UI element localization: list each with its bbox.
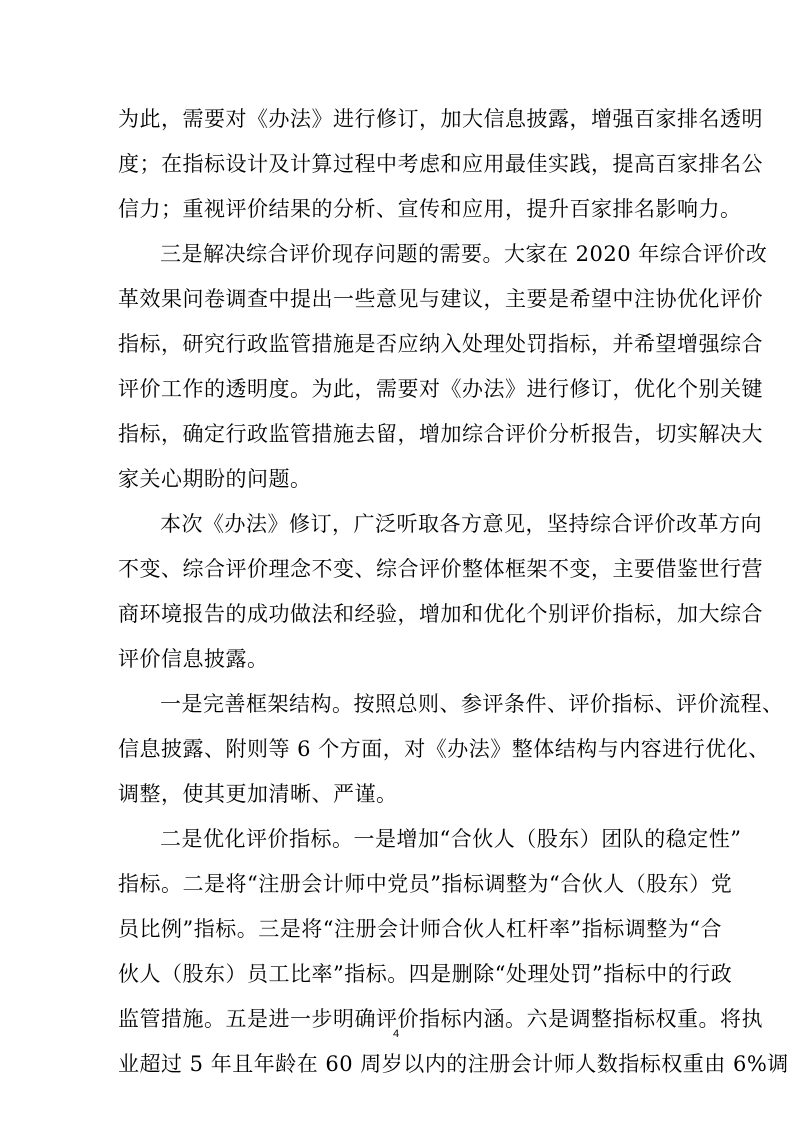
body-line-16: 调整，使其更加清晰、严谨。 <box>118 782 398 806</box>
body-line-22: 业超过 5 年且年龄在 60 周岁以内的注册会计师人数指标权重由 6%调 <box>118 1052 789 1076</box>
body-line-4: 三是解决综合评价现存问题的需要。大家在 2020 年综合评价改 <box>160 242 768 266</box>
body-line-6: 指标，研究行政监管措施是否应纳入处理处罚指标，并希望增强综合 <box>118 332 763 356</box>
body-line-7: 评价工作的透明度。为此，需要对《办法》进行修订，优化个别关键 <box>118 377 763 401</box>
body-line-12: 商环境报告的成功做法和经验，增加和优化个别评价指标，加大综合 <box>118 602 763 626</box>
body-line-2: 度；在指标设计及计算过程中考虑和应用最佳实践，提高百家排名公 <box>118 152 763 176</box>
body-line-20: 伙人（股东）员工比率”指标。四是删除“处理处罚”指标中的行政 <box>118 962 733 986</box>
body-line-9: 家关心期盼的问题。 <box>118 467 312 491</box>
body-line-19: 员比例”指标。三是将“注册会计师合伙人杠杆率”指标调整为“合 <box>118 917 722 941</box>
body-line-21: 监管措施。五是进一步明确评价指标内涵。六是调整指标权重。将执 <box>118 1007 763 1031</box>
body-line-15: 信息披露、附则等 6 个方面，对《办法》整体结构与内容进行优化、 <box>118 737 770 761</box>
body-line-14: 一是完善框架结构。按照总则、参评条件、评价指标、评价流程、 <box>160 692 784 716</box>
body-line-11: 不变、综合评价理念不变、综合评价整体框架不变，主要借鉴世行营 <box>118 557 763 581</box>
body-line-3: 信力；重视评价结果的分析、宣传和应用，提升百家排名影响力。 <box>118 197 742 221</box>
body-line-10: 本次《办法》修订，广泛听取各方意见，坚持综合评价改革方向 <box>160 512 762 536</box>
body-line-13: 评价信息披露。 <box>118 647 269 671</box>
body-line-1: 为此，需要对《办法》进行修订，加大信息披露，增强百家排名透明 <box>118 107 763 131</box>
page-number: 4 <box>392 1028 400 1040</box>
body-line-8: 指标，确定行政监管措施去留，增加综合评价分析报告，切实解决大 <box>118 422 763 446</box>
body-line-5: 革效果问卷调查中提出一些意见与建议，主要是希望中注协优化评价 <box>118 287 763 311</box>
body-line-18: 指标。二是将“注册会计师中党员”指标调整为“合伙人（股东）党 <box>118 872 733 896</box>
body-line-17: 二是优化评价指标。一是增加“合伙人（股东）团队的稳定性” <box>160 827 742 851</box>
